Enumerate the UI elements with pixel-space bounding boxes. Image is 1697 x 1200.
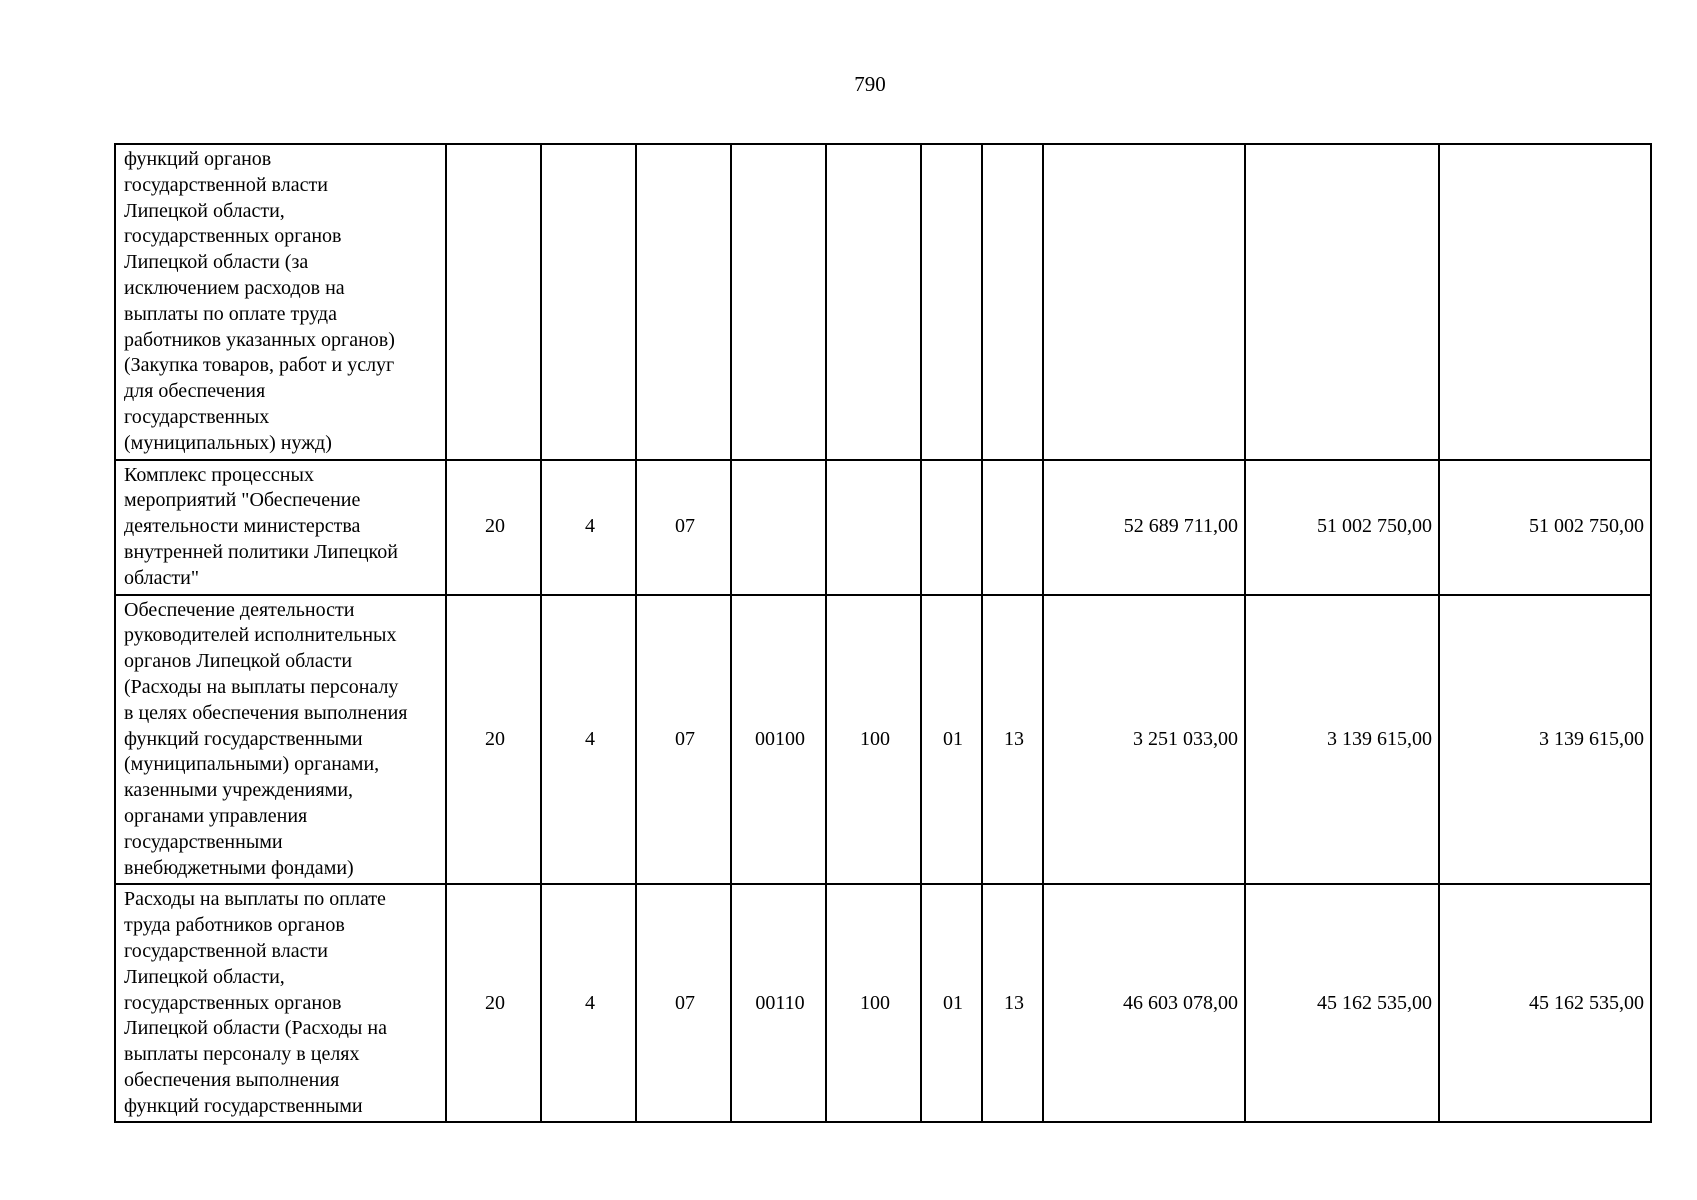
- subprogram-code-cell: 4: [541, 595, 636, 885]
- amount-year3-cell: 45 162 535,00: [1439, 884, 1651, 1122]
- subprogram-code-cell: 4: [541, 460, 636, 595]
- amount-year3-cell: 3 139 615,00: [1439, 595, 1651, 885]
- subprogram-code-cell: [541, 144, 636, 460]
- section-cell: [921, 144, 982, 460]
- expense-type-cell: [826, 460, 921, 595]
- table-row: [115, 595, 1651, 885]
- item-name-line: исключением расходов на: [124, 276, 345, 299]
- item-name-line: деятельности министерства: [124, 515, 361, 538]
- item-name-line: мероприятий "Обеспечение: [124, 489, 361, 512]
- amount-year2-cell: 51 002 750,00: [1245, 460, 1439, 595]
- item-name-line: обеспечения выполнения: [124, 1068, 340, 1091]
- amount-year1-cell: 46 603 078,00: [1043, 884, 1245, 1122]
- item-name-line: государственной власти: [124, 939, 328, 962]
- direction-code-cell: 07: [636, 884, 731, 1122]
- item-name-line: внутренней политики Липецкой: [124, 540, 398, 563]
- section-cell: [921, 460, 982, 595]
- subsection-cell: [982, 144, 1043, 460]
- item-name-line: государственных: [124, 405, 270, 428]
- direction-code-cell: 07: [636, 460, 731, 595]
- item-name-cell: [115, 595, 446, 885]
- item-name-cell: [115, 460, 446, 595]
- item-name-line: труда работников органов: [124, 914, 345, 937]
- item-name-line: (муниципальными) органами,: [124, 753, 380, 776]
- table-row: [115, 144, 1651, 460]
- target-code-cell: [731, 144, 826, 460]
- item-name-line: (Закупка товаров, работ и услуг: [124, 354, 395, 377]
- expense-type-cell: 100: [826, 884, 921, 1122]
- item-name-line: органами управления: [124, 804, 308, 827]
- item-name-line: государственных органов: [124, 225, 342, 248]
- item-name-line: функций органов: [124, 148, 272, 170]
- subsection-cell: [982, 460, 1043, 595]
- item-name-line: (муниципальных) нужд): [124, 431, 332, 454]
- target-code-cell: 00100: [731, 595, 826, 885]
- item-name-line: выплаты персоналу в целях: [124, 1043, 360, 1066]
- program-code-cell: 20: [446, 460, 541, 595]
- expense-type-cell: [826, 144, 921, 460]
- program-code-cell: 20: [446, 884, 541, 1122]
- item-name-line: для обеспечения: [124, 380, 266, 403]
- amount-year2-cell: [1245, 144, 1439, 460]
- amount-year3-cell: [1439, 144, 1651, 460]
- section-cell: 01: [921, 884, 982, 1122]
- table-row: [115, 460, 1651, 595]
- item-name-line: области": [124, 566, 200, 589]
- item-name-line: Липецкой области (за: [124, 251, 309, 274]
- amount-year1-cell: [1043, 144, 1245, 460]
- item-name-line: работников указанных органов): [124, 328, 395, 351]
- subsection-cell: 13: [982, 595, 1043, 885]
- program-code-cell: 20: [446, 595, 541, 885]
- item-name-line: Липецкой области,: [124, 199, 285, 222]
- amount-year3-cell: 51 002 750,00: [1439, 460, 1651, 595]
- amount-year2-cell: 45 162 535,00: [1245, 884, 1439, 1122]
- item-name-line: Обеспечение деятельности: [124, 598, 355, 621]
- program-code-cell: [446, 144, 541, 460]
- item-name-line: функций государственными: [124, 1094, 363, 1117]
- item-name-line: государственными: [124, 830, 283, 853]
- item-name-line: казенными учреждениями,: [124, 779, 354, 802]
- item-name-line: Липецкой области,: [124, 965, 285, 988]
- subprogram-code-cell: 4: [541, 884, 636, 1122]
- direction-code-cell: 07: [636, 595, 731, 885]
- item-name-line: в целях обеспечения выполнения: [124, 701, 408, 724]
- item-name-line: руководителей исполнительных: [124, 624, 397, 647]
- section-cell: 01: [921, 595, 982, 885]
- budget-table: [114, 143, 1652, 1123]
- amount-year2-cell: 3 139 615,00: [1245, 595, 1439, 885]
- expense-type-cell: 100: [826, 595, 921, 885]
- item-name-cell: [115, 144, 446, 460]
- target-code-cell: [731, 460, 826, 595]
- item-name-line: (Расходы на выплаты персоналу: [124, 675, 399, 698]
- item-name-line: Комплекс процессных: [124, 463, 314, 486]
- subsection-cell: 13: [982, 884, 1043, 1122]
- item-name-line: государственных органов: [124, 991, 342, 1014]
- target-code-cell: 00110: [731, 884, 826, 1122]
- amount-year1-cell: 3 251 033,00: [1043, 595, 1245, 885]
- direction-code-cell: [636, 144, 731, 460]
- page-number: 790: [854, 72, 886, 96]
- amount-year1-cell: 52 689 711,00: [1043, 460, 1245, 595]
- item-name-line: функций государственными: [124, 727, 363, 750]
- item-name-cell: [115, 884, 446, 1122]
- item-name-line: Липецкой области (Расходы на: [124, 1017, 387, 1040]
- table-row: [115, 884, 1651, 1122]
- item-name-line: государственной власти: [124, 173, 328, 196]
- item-name-line: выплаты по оплате труда: [124, 302, 337, 325]
- item-name-line: органов Липецкой области: [124, 650, 353, 673]
- item-name-line: внебюджетными фондами): [124, 856, 354, 879]
- item-name-line: Расходы на выплаты по оплате: [124, 888, 386, 911]
